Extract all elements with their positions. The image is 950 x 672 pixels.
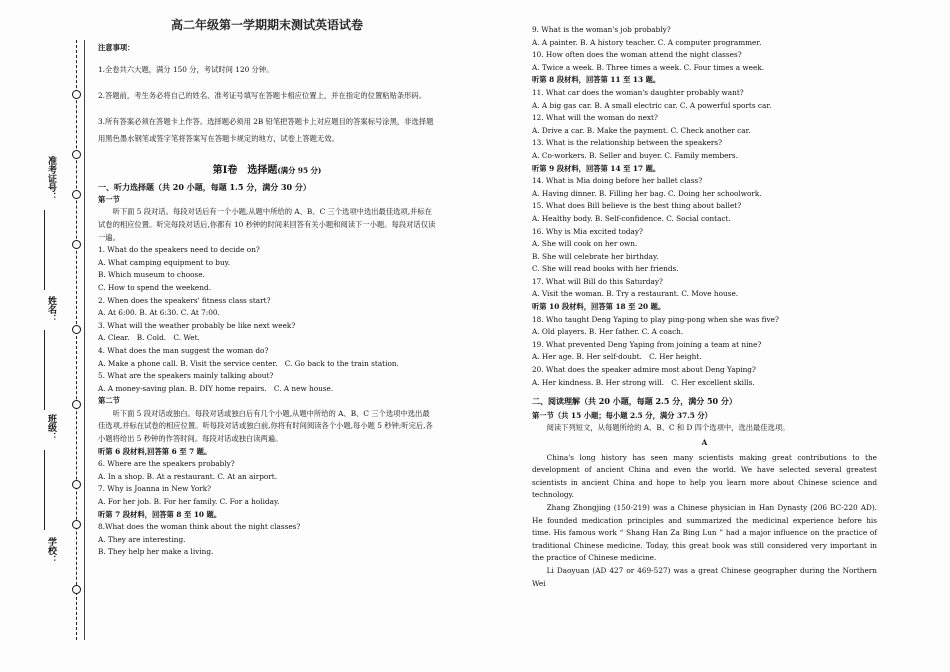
question-line: 10. How often does the woman attend the night classes? bbox=[532, 50, 742, 60]
binding-strip bbox=[32, 40, 87, 640]
question-line: B. Which museum to choose. bbox=[98, 270, 205, 280]
question-line: 1. What do the speakers need to decide on? bbox=[98, 245, 260, 255]
section-two-questions bbox=[98, 446, 436, 559]
school-line bbox=[44, 450, 45, 530]
question-line: A. For her job. B. For her family. C. For a holiday. bbox=[98, 497, 280, 507]
material-instruction: 听第 6 段材料,回答第 6 至 7 题。 bbox=[98, 446, 212, 456]
note-item: 1.全卷共六大题，满分 150 分，考试时间 120 分钟。 bbox=[98, 64, 274, 74]
question-line: 13. What is the relationship between the speakers? bbox=[532, 138, 723, 148]
question-line: 7. Why is Joanna in New York? bbox=[98, 484, 212, 494]
question-line: A. Old players. B. Her father. C. A coach. bbox=[532, 327, 684, 337]
question-line: 12. What will the woman do next? bbox=[532, 113, 658, 123]
question-line: A. They are interesting. bbox=[98, 534, 186, 544]
passage-paragraph: China's long history has seen many scientists making great contributions to the development of ancient China and even the world. We have selected several greatest scientists in ancient China and hope to help you learn more about Chinese science and technology. bbox=[532, 452, 877, 500]
question-line: A. At 6:00. B. At 6:30. C. At 7:00. bbox=[98, 308, 220, 318]
binding-hole bbox=[72, 400, 81, 409]
question-line: B. She will celebrate her birthday. bbox=[532, 251, 659, 261]
question-line: A. In a shop. B. At a restaurant. C. At an airport. bbox=[98, 471, 278, 481]
question-line: 11. What car does the woman's daughter probably want? bbox=[532, 87, 744, 97]
question-line: 5. What are the speakers mainly talking about? bbox=[98, 371, 274, 381]
question-line: 9. What is the woman's job probably? bbox=[532, 25, 671, 34]
binding-hole bbox=[72, 150, 81, 159]
class-label: 班级： bbox=[46, 413, 56, 441]
name-line bbox=[44, 250, 45, 290]
question-line: A. Make a phone call. B. Visit the service center. C. Go back to the train station. bbox=[98, 358, 399, 368]
question-line: 17. What will Bill do this Saturday? bbox=[532, 276, 663, 286]
material-instruction: 听第 7 段材料，回答第 8 至 10 题。 bbox=[98, 509, 222, 519]
school-label: 学校： bbox=[46, 536, 56, 564]
question-line: C. How to spend the weekend. bbox=[98, 282, 211, 292]
reading-section-one-heading: 第一节（共 15 小题；每小题 2.5 分，满分 37.5 分） bbox=[532, 410, 712, 420]
left-column bbox=[98, 18, 436, 559]
question-line: 6. Where are the speakers probably? bbox=[98, 459, 235, 469]
section-one-questions bbox=[98, 244, 436, 395]
question-line: 14. What is Mia doing before her ballet class? bbox=[532, 176, 703, 186]
binding-hole bbox=[72, 190, 81, 199]
note-item: 3.所有答案必须在答题卡上作答。选择题必须用 2B 铅笔把答题卡上对应题目的答案标号涂黑，非选择题用黑色墨水钢笔或签字笔将答案写在答题卡规定的地方，试卷上答题无效。 bbox=[98, 116, 434, 143]
section-two-instruction: 听下面 5 段对话或独白。每段对话或独白后有几个小题,从题中所给的 A、B、C 三个选项中选出最佳选项,并标在试卷的相应位置。听每段对话或独白前,你将有时间阅读各个小题,每小题 5 秒钟;听完后,各小题将给出 5 秒钟的作答时间。每段对话或独白读两遍。 bbox=[98, 408, 433, 444]
seal-dashed-line bbox=[76, 40, 77, 640]
question-line: A. Her age. B. Her self-doubt. C. Her height. bbox=[532, 352, 702, 362]
question-line: A. Co-workers. B. Seller and buyer. C. Family members. bbox=[532, 150, 738, 160]
section-one-heading: 第一节 bbox=[98, 194, 120, 204]
part-one-name: 第Ⅰ卷 选择题 bbox=[212, 164, 278, 176]
exam-title: 高二年级第一学期期末测试英语试卷 bbox=[170, 18, 363, 32]
question-line: A. Twice a week. B. Three times a week. C. Four times a week. bbox=[532, 62, 765, 72]
part-one-score: (满分 95 分) bbox=[277, 165, 322, 175]
material-instruction: 听第 10 段材料，回答第 18 至 20 题。 bbox=[532, 302, 666, 312]
question-line: A. Visit the woman. B. Try a restaurant. C. Move house. bbox=[532, 289, 739, 299]
question-line: A. Clear. B. Cold. C. Wet. bbox=[98, 333, 200, 343]
reading-instruction: 阅读下列短文，从每题所给的 A、B、C 和 D 四个选项中，选出最佳选项。 bbox=[546, 423, 790, 433]
question-line: 8.What does the woman think about the night classes? bbox=[98, 522, 301, 532]
notes-heading: 注意事项： bbox=[98, 43, 135, 52]
class-line bbox=[44, 330, 45, 410]
question-line: A. Drive a car. B. Make the payment. C. Check another car. bbox=[532, 125, 751, 135]
question-line: 4. What does the man suggest the woman do? bbox=[98, 345, 269, 355]
material-instruction: 听第 9 段材料，回答第 14 至 17 题。 bbox=[532, 163, 661, 173]
seal-solid-line bbox=[84, 40, 85, 640]
question-line: A. She will cook on her own. bbox=[532, 239, 638, 249]
section-two-heading: 第二节 bbox=[98, 396, 120, 406]
question-line: A. A money-saving plan. B. DIY home repairs. C. A new house. bbox=[98, 383, 334, 393]
exam-number-label: 准考证号： bbox=[46, 155, 56, 201]
listening-heading: 一、听力选择题（共 20 小题，每题 1.5 分，满分 30 分） bbox=[98, 182, 311, 193]
question-line: A. A painter. B. A history teacher. C. A computer programmer. bbox=[532, 37, 762, 47]
question-line: 18. Who taught Deng Yaping to play ping-pong when she was five? bbox=[532, 314, 779, 324]
question-line: C. She will read books with her friends. bbox=[532, 264, 679, 274]
right-column bbox=[532, 24, 877, 590]
question-line: A. Healthy body. B. Self-confidence. C. Social contact. bbox=[532, 213, 731, 223]
passage-letter: A bbox=[701, 438, 708, 447]
question-line: A. A big gas car. B. A small electric car. C. A powerful sports car. bbox=[532, 100, 772, 110]
question-line: 2. When does the speakers' fitness class start? bbox=[98, 295, 271, 305]
binding-hole bbox=[72, 585, 81, 594]
name-label: 姓名： bbox=[46, 295, 56, 323]
material-instruction: 听第 8 段材料，回答第 11 至 13 题。 bbox=[532, 75, 661, 85]
question-line: B. They help her make a living. bbox=[98, 547, 214, 557]
binding-hole bbox=[72, 480, 81, 489]
passage-paragraph: Zhang Zhongjing (150-219) was a Chinese physician in Han Dynasty (206 BC-220 AD). He founded medication principles and summarized the medicinal experience before his time. His famous work “ Shang Han Za Bing Lun ” had a major influence on the practice of traditional Chinese medicine. Today, this great book was still considered very important in the practice of Chinese medicine. bbox=[532, 502, 877, 563]
binding-hole bbox=[72, 325, 81, 334]
question-line: 3. What will the weather probably be like next week? bbox=[98, 320, 296, 330]
section-one-instruction: 听下面 5 段对话。每段对话后有一个小题,从题中所给的 A、B、C 三个选项中选出最佳选项,并标在试卷的相应位置。听完每段对话后,你都有 10 秒钟的时间来回答有关小题和阅读下一小题。每段对话仅读一遍。 bbox=[98, 207, 436, 242]
binding-hole bbox=[72, 240, 81, 249]
exam-number-line bbox=[44, 210, 45, 250]
binding-hole bbox=[72, 520, 81, 529]
question-line: A. Having dinner. B. Filling her bag. C. Doing her schoolwork. bbox=[532, 188, 762, 198]
question-line: 20. What does the speaker admire most about Deng Yaping? bbox=[532, 365, 756, 375]
question-line: 19. What prevented Deng Yaping from joining a team at nine? bbox=[532, 339, 762, 349]
notes bbox=[98, 42, 436, 147]
question-line: A. What camping equipment to buy. bbox=[98, 257, 231, 267]
question-line: 16. Why is Mia excited today? bbox=[532, 226, 643, 236]
passage-paragraph: Li Daoyuan (AD 427 or 469-527) was a great Chinese geographer during the Northern Wei bbox=[532, 565, 877, 588]
listening-questions-continued bbox=[532, 24, 877, 389]
question-line: A. Her kindness. B. Her strong will. C. Her excellent skills. bbox=[532, 377, 755, 387]
part-one-title bbox=[98, 165, 436, 178]
note-item: 2.答题前，考生务必将自己的姓名、准考证号填写在答题卡相应位置上，并在指定的位置粘贴条形码。 bbox=[98, 90, 427, 100]
reading-heading: 二、阅读理解（共 20 小题，每题 2.5 分，满分 50 分） bbox=[532, 396, 737, 407]
binding-hole bbox=[72, 90, 81, 99]
question-line: 15. What does Bill believe is the best thing about ballet? bbox=[532, 201, 742, 211]
